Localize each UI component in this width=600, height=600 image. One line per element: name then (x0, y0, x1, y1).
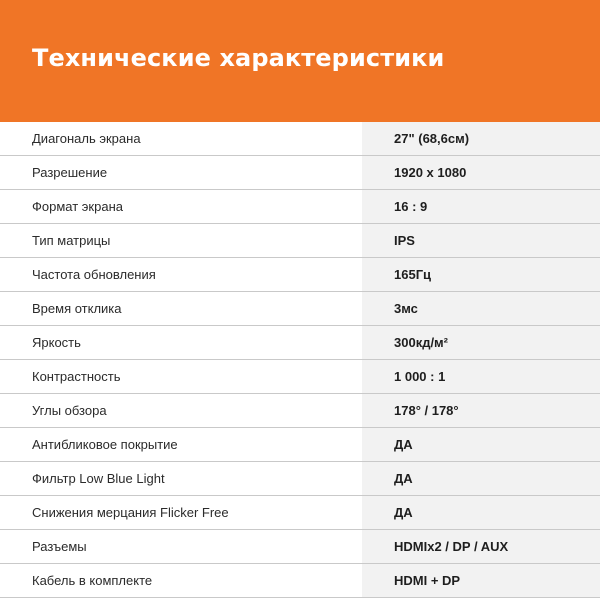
spec-row-resolution (0, 156, 600, 190)
spec-label: Время отклика (0, 292, 362, 325)
spec-row-low-blue-light (0, 462, 600, 496)
spec-label: Кабель в комплекте (0, 564, 362, 597)
spec-value: 165Гц (362, 258, 600, 291)
spec-value: HDMI + DP (362, 564, 600, 597)
spec-label: Углы обзора (0, 394, 362, 427)
spec-value: IPS (362, 224, 600, 257)
spec-row-anti-glare (0, 428, 600, 462)
spec-label: Разъемы (0, 530, 362, 563)
spec-value: HDMIx2 / DP / AUX (362, 530, 600, 563)
spec-value: 1 000 : 1 (362, 360, 600, 393)
spec-label: Снижения мерцания Flicker Free (0, 496, 362, 529)
spec-label: Разрешение (0, 156, 362, 189)
spec-row-ports (0, 530, 600, 564)
spec-row-viewing-angles (0, 394, 600, 428)
spec-value: 16 : 9 (362, 190, 600, 223)
spec-label: Контрастность (0, 360, 362, 393)
spec-label: Фильтр Low Blue Light (0, 462, 362, 495)
spec-table (0, 122, 600, 598)
spec-label: Формат экрана (0, 190, 362, 223)
spec-row-contrast (0, 360, 600, 394)
spec-value: 1920 x 1080 (362, 156, 600, 189)
spec-value: 3мс (362, 292, 600, 325)
spec-row-cables-included (0, 564, 600, 598)
spec-label: Диагональ экрана (0, 122, 362, 155)
spec-row-flicker-free (0, 496, 600, 530)
spec-row-response-time (0, 292, 600, 326)
spec-value: ДА (362, 462, 600, 495)
spec-value: 178° / 178° (362, 394, 600, 427)
spec-value: 300кд/м² (362, 326, 600, 359)
spec-value: ДА (362, 496, 600, 529)
page-title: Технические характеристики (32, 44, 445, 72)
spec-row-brightness (0, 326, 600, 360)
spec-row-aspect-ratio (0, 190, 600, 224)
spec-value: 27" (68,6см) (362, 122, 600, 155)
spec-value: ДА (362, 428, 600, 461)
header-banner (0, 0, 600, 122)
spec-row-refresh-rate (0, 258, 600, 292)
spec-row-diagonal (0, 122, 600, 156)
spec-label: Антибликовое покрытие (0, 428, 362, 461)
spec-label: Частота обновления (0, 258, 362, 291)
spec-label: Яркость (0, 326, 362, 359)
spec-label: Тип матрицы (0, 224, 362, 257)
spec-row-matrix-type (0, 224, 600, 258)
